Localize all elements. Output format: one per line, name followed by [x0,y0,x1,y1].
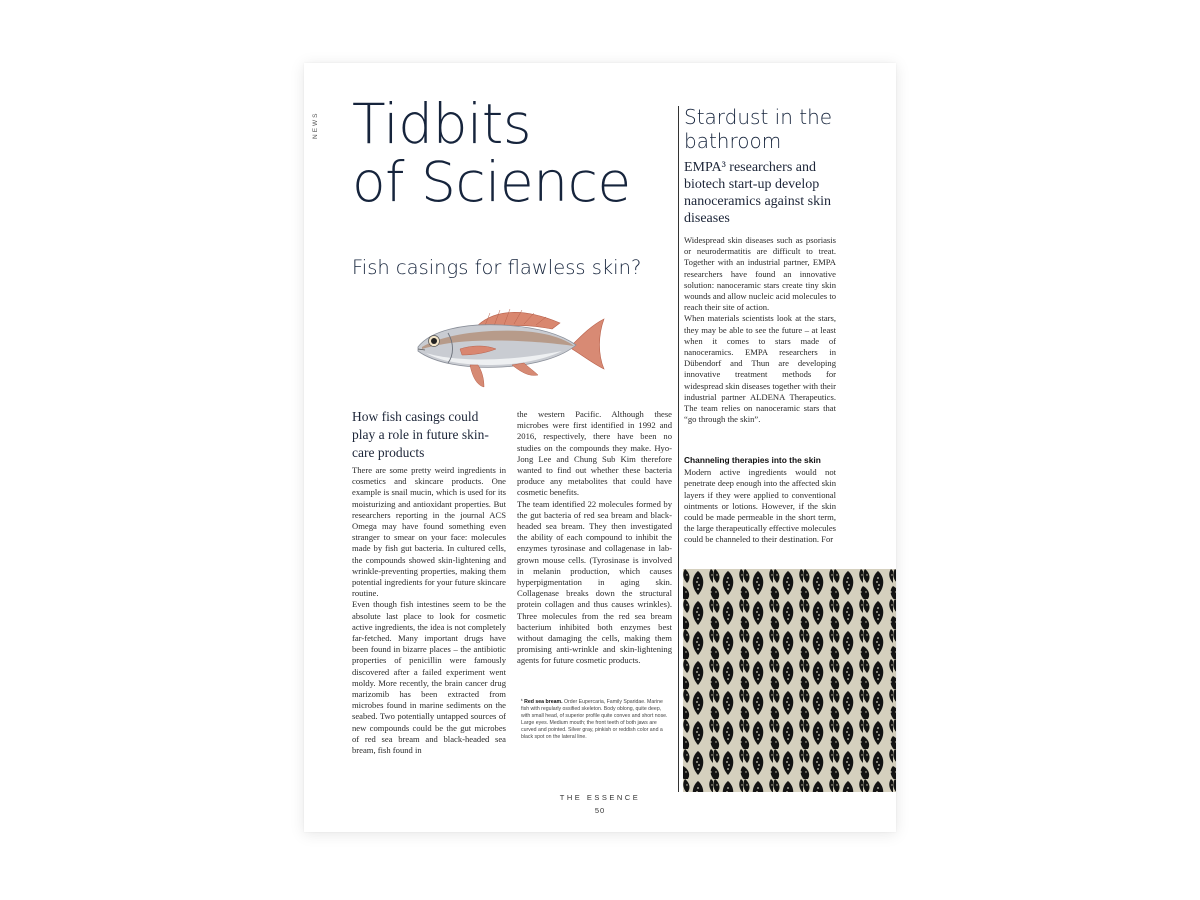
magazine-page [304,63,896,832]
footnote [521,699,671,741]
stardust-article-subtitle: EMPA³ researchers and biotech start-up develop nanoceramics against skin diseases [684,160,831,226]
paragraph: The team identified 22 molecules formed by the gut bacteria of red sea bream and black-headed sea bream. They then investigated the ability of each compound to inhibit the enzymes tyrosinase and collagenase in lab-grown mouse cells. (Tyrosinase is involved in melanin production, which causes hyperpigmentation in aging skin. Collagenase breaks down the structural protein collagen and thus causes wrinkles). Three molecules from the red sea bream bacterium inhibited both enzymes best without damaging the cells, making them promising anti-wrinkle and skin-lightening agents for future cosmetic products. [517,498,672,666]
column-divider [678,106,679,792]
paragraph: the western Pacific. Although these microbes were first identified in 1992 and 2016, respectively, there have been no studies on the compounds they make. Hyo-Jong Lee and Chung Sub Kim therefore wanted to find out whether these bacteria produce any metabolites that could have cosmetic benefits. [517,409,672,498]
fish-article-column-2 [517,409,672,667]
footnote-text: Order Eupercaria, Family Sparidae. Marine fish with regularly ossified skeleton. Body oblong, quite deep, with small head, of superior profile quite convex and short nose. Large eyes. Medium mouth; the front teeth of both jaws are curved and pointed. Silver gray, pinkish or reddish color and a black spot on the lateral line. [521,699,668,740]
section-tag: NEWS [312,111,319,139]
nanoceramic-pattern-image [683,569,896,792]
fish-article-column-1 [352,465,506,756]
paragraph: Widespread skin diseases such as psoriasis or neurodermatitis are difficult to treat. Together with an industrial partner, EMPA researchers have found an innovative solution: nanoceramic stars create tiny skin wounds and allow nucleic acid molecules to reach their site of action. [684,235,836,313]
fish-article-subheading: How fish casings could play a role in future skin-care products [352,409,489,460]
paragraph: Even though fish intestines seem to be the absolute last place to look for cosmetic active ingredients, the idea is not completely far-fetched. Many important drugs have been found in bizarre places – the antibiotic properties of penicillin were famously discovered after a failed experiment went moldy. More recently, the brain cancer drug marizomib has been extracted from microbes found in marine sediments on the seabed. Two potentially untapped sources of new compounds could be the gut microbes of red sea bream and black-headed sea bream, fish found in [352,599,506,756]
magazine-name: THE ESSENCE [559,793,641,802]
page-number: 50 [594,806,606,815]
page-footer [304,793,896,815]
paragraph: There are some pretty weird ingredients in cosmetics and skincare products. One example is snail mucin, which is used for its moisturizing and antioxidant properties. But researchers reporting in the journal ACS Omega may have found something even stranger to smear on your face: molecules made by fish gut bacteria. In cultured cells, the compounds showed skin-lightening and wrinkle-preventing properties, making them potential ingredients for your future skincare routine. [352,465,506,599]
paragraph: Modern active ingredients would not penetrate deep enough into the affected skin layers if they were applied to conventional ointments or lotions. However, if the skin could be made permeable in the short term, the large therapeutically effective molecules could be channeled to their destination. For [684,467,836,545]
stardust-article-title: Stardust in the bathroom [684,105,833,153]
footnote-label: ¹ Red sea bream. [521,699,563,705]
page-title-line-2: of Science [352,150,631,214]
stardust-article-body [684,235,836,425]
red-sea-bream-illustration [412,295,612,391]
page-title [352,92,682,214]
stardust-article-section [684,455,836,546]
fish-article-heading: Fish casings for flawless skin? [352,256,642,279]
paragraph: When materials scientists look at the stars, they may be able to see the future – at least when it comes to stars made of nanoceramics. EMPA researchers in Dübendorf and Thun are developing innovative treatment methods for widespread skin diseases together with their industrial partner ALDENA Therapeutics. The team relies on nanoceramic stars that “go through the skin”. [684,313,836,425]
section-subhead: Channeling therapies into the skin [684,455,821,465]
page-title-line-1: Tidbits [352,92,532,156]
